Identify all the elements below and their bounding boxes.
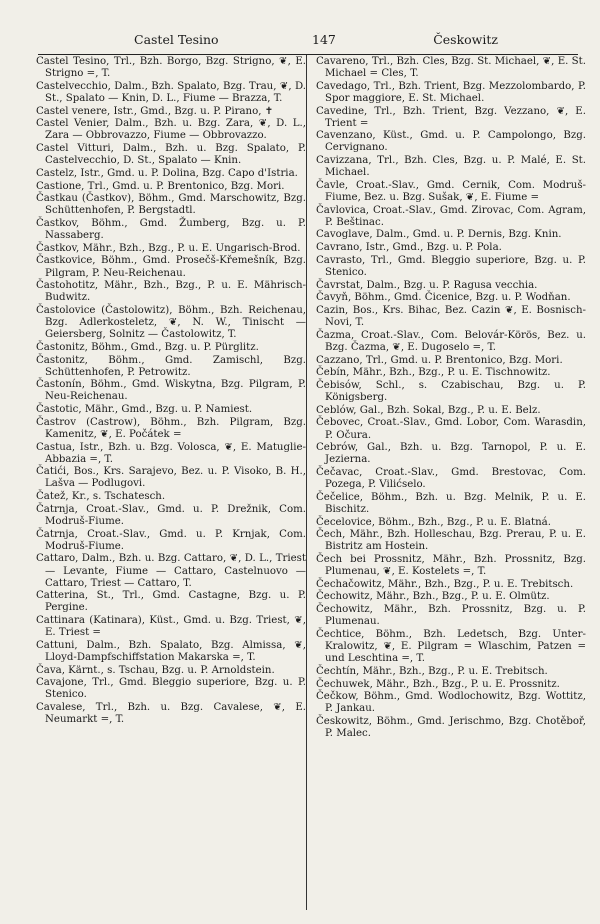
directory-entry: Cavareno, Trl., Bzh. Cles, Bzg. St. Michael, ❦, E. St. Michael = Cles, T.	[316, 56, 586, 80]
directory-entry: Cavedago, Trl., Bzh. Trient, Bzg. Mezzolombardo, P. Spor maggiore, E. St. Michael.	[316, 80, 586, 104]
directory-entry: Čatrnja, Croat.-Slav., Gmd. u. P. Drežnik, Com. Modruš-Fiume.	[36, 503, 306, 527]
directory-entry: Cattaro, Dalm., Bzh. u. Bzg. Cattaro, ❦, D. L., Triest — Levante, Fiume — Cattaro, Castelnuovo — Cattaro, Triest — Cattaro, T.	[36, 553, 306, 589]
directory-entry: Čečavac, Croat.-Slav., Gmd. Brestovac, Com. Pozega, P. Vilićselo.	[316, 466, 586, 491]
directory-entry: Čechačowitz, Mähr., Bzh., Bzg., P. u. E. Trebitsch.	[316, 578, 574, 590]
directory-entry: Častkovice, Böhm., Gmd. Prosečš-Křemešník, Bzg. Pilgram, P. Neu-Reichenau.	[36, 255, 306, 279]
directory-entry: Cavedine, Trl., Bzh. Trient, Bzg. Vezzano, ❦, E. Trient =	[316, 105, 586, 129]
directory-entry: Castelvecchio, Dalm., Bzh. Spalato, Bzg. Trau, ❦, D. St., Spalato — Knin, D. L., Fiume — Brazza, T.	[36, 80, 306, 104]
directory-entry: Čatrnja, Croat.-Slav., Gmd. u. P. Krnjak, Com. Modruš-Fiume.	[36, 528, 306, 552]
directory-entry: Čechtice, Böhm., Bzh. Ledetsch, Bzg. Unter-Kralowitz, ❦, E. Pilgram = Wlaschim, Patzen = und Leschtina =, T.	[316, 628, 586, 665]
directory-entry: Cattinara (Katinara), Küst., Gmd. u. Bzg. Triest, ❦, E. Triest =	[36, 615, 306, 639]
directory-entry: Čech bei Prossnitz, Mähr., Bzh. Prossnitz, Bzg. Plumenau, ❦, E. Kostelets =, T.	[316, 554, 586, 578]
directory-entry: Čazma, Croat.-Slav., Com. Belovár-Körös, Bez. u. Bzg. Čazma, ❦, E. Dugoselo =, T.	[316, 329, 586, 353]
directory-entry: Castel Venier, Dalm., Bzh. u. Bzg. Zara, ❦, D. L., Zara — Obbrovazzo, Fiume — Obbrovazzo.	[36, 118, 306, 142]
directory-entry: Cazin, Bos., Krs. Bihac, Bez. Cazin ❦, E. Bosnisch-Novi, T.	[316, 305, 586, 329]
directory-entry: Častrov (Castrow), Böhm., Bzh. Pilgram, Bzg. Kamenitz, ❦, E. Počátek =	[36, 416, 306, 440]
directory-entry: Čavle, Croat.-Slav., Gmd. Cernik, Com. Modruš-Fiume, Bez. u. Bzg. Sušak, ❦, E. Fiume =	[316, 179, 586, 203]
directory-entry: Čatići, Bos., Krs. Sarajevo, Bez. u. P. Visoko, B. H., Lašva — Podlugovi.	[36, 466, 306, 490]
directory-entry: Cavrasto, Trl., Gmd. Bleggio superiore, Bzg. u. P. Stenico.	[316, 254, 586, 278]
directory-entry: Čavrstat, Dalm., Bzg. u. P. Ragusa vecchia.	[316, 279, 538, 291]
header-right-keyword: Českowitz	[433, 32, 498, 47]
directory-entry: Čechowitz, Mähr., Bzh. Prossnitz, Bzg. u. P. Plumenau.	[316, 604, 586, 628]
page-number: 147	[312, 32, 336, 47]
directory-entry: Cavoglave, Dalm., Gmd. u. P. Dernis, Bzg. Knin.	[316, 229, 562, 241]
directory-entry: Čechuwek, Mähr., Bzh., Bzg., P. u. E. Prossnitz.	[316, 678, 560, 690]
directory-entry: Čebisów, Schl., s. Czabischau, Bzg. u. P. Königsberg.	[316, 379, 586, 404]
directory-entry: Cavalese, Trl., Bzh. u. Bzg. Cavalese, ❦, E. Neumarkt =, T.	[36, 702, 306, 726]
page-header	[22, 32, 578, 50]
directory-entry: Čech, Mähr., Bzh. Holleschau, Bzg. Prerau, P. u. E. Bistritz am Hostein.	[316, 529, 586, 553]
directory-entry: Čečelice, Böhm., Bzh. u. Bzg. Melnik, P. u. E. Bischitz.	[316, 491, 586, 515]
directory-entry: Čechowitz, Mähr., Bzh., Bzg., P. u. E. Olmütz.	[316, 591, 550, 603]
directory-entry: Castel Tesino, Trl., Bzh. Borgo, Bzg. Strigno, ❦, E. Strigno =, T.	[36, 56, 306, 80]
left-column	[36, 56, 306, 912]
directory-entry: Cavrano, Istr., Gmd., Bzg. u. P. Pola.	[316, 242, 502, 254]
directory-entry: Cebrów, Gal., Bzh. u. Bzg. Tarnopol, P. u. E. Jezierna.	[316, 442, 586, 466]
directory-entry: Českowitz, Böhm., Gmd. Jerischmo, Bzg. Chotěboř, P. Malec.	[316, 715, 586, 740]
directory-entry: Cattuni, Dalm., Bzh. Spalato, Bzg. Almissa, ❦, Lloyd-Dampfschiffstation Makarska =, T.	[36, 639, 306, 663]
directory-entry: Cazzano, Trl., Gmd. u. P. Brentonico, Bzg. Mori.	[316, 354, 563, 366]
header-left-keyword: Castel Tesino	[134, 32, 219, 47]
directory-entry: Castel Vitturi, Dalm., Bzh. u. Bzg. Spalato, P. Castelvecchio, D. St., Spalato — Knin.	[36, 143, 306, 167]
directory-entry: Čecelovice, Böhm., Bzh., Bzg., P. u. E. Blatná.	[316, 516, 551, 528]
directory-entry: Castel venere, Istr., Gmd., Bzg. u. P. Pirano, ✝	[36, 105, 274, 117]
directory-entry: Častkov, Böhm., Gmd. Žumberg, Bzg. u. P. Nassaberg.	[36, 217, 306, 242]
directory-entry: Cavajone, Trl., Gmd. Bleggio superiore, Bzg. u. P. Stenico.	[36, 677, 306, 701]
directory-entry: Čava, Kärnt., s. Tschau, Bzg. u. P. Arnoldstein.	[36, 664, 275, 676]
directory-entry: Čeboveс, Croat.-Slav., Gmd. Lobor, Com. Warasdin, P. Očura.	[316, 417, 586, 441]
column-divider	[306, 55, 307, 910]
directory-entry: Čavyň, Böhm., Gmd. Čicenice, Bzg. u. P. Wodňan.	[316, 292, 571, 304]
header-rule	[38, 54, 578, 55]
directory-entry: Castione, Trl., Gmd. u. P. Brentonico, Bzg. Mori.	[36, 180, 285, 192]
directory-entry: Čechtín, Mähr., Bzh., Bzg., P. u. E. Trebitsch.	[316, 665, 548, 677]
directory-entry: Čebín, Mähr., Bzh., Bzg., P. u. E. Tischnowitz.	[316, 367, 551, 379]
directory-entry: Ceblów, Gal., Bzh. Sokal, Bzg., P. u. E. Belz.	[316, 404, 541, 416]
directory-entry: Častonitz, Böhm., Gmd., Bzg. u. P. Pürglitz.	[36, 341, 259, 353]
directory-entry: Castelz, Istr., Gmd. u. P. Dolina, Bzg. Capo d'Istria.	[36, 167, 298, 179]
directory-entry: Cavizzana, Trl., Bzh. Cles, Bzg. u. P. Malé, E. St. Michael.	[316, 155, 586, 179]
directory-entry: Častkov, Mähr., Bzh., Bzg., P. u. E. Ungarisch-Brod.	[36, 242, 301, 254]
directory-entry: Častolovice (Častolowitz), Böhm., Bzh. Reichenau, Bzg. Adlerkosteletz, ❦, N. W., Tinischt — Geiersberg, Solnitz — Častolowitz, T.	[36, 305, 306, 341]
directory-entry: Častotic, Mähr., Gmd., Bzg. u. P. Namiest.	[36, 404, 253, 416]
directory-entry: Častonín, Böhm., Gmd. Wiskytna, Bzg. Pilgram, P. Neu-Reichenau.	[36, 379, 306, 403]
directory-entry: Castua, Istr., Bzh. u. Bzg. Volosca, ❦, E. Matuglie-Abbazia =, T.	[36, 441, 306, 465]
directory-entry: Čečkow, Böhm., Gmd. Wodlochowitz, Bzg. Wottitz, P. Jankau.	[316, 691, 586, 715]
directory-entry: Častohotitz, Mähr., Bzh., Bzg., P. u. E. Mährisch-Budwitz.	[36, 280, 306, 304]
directory-entry: Častkau (Častkov), Böhm., Gmd. Marschowitz, Bzg. Schüttenhofen, P. Bergstadtl.	[36, 193, 306, 217]
directory-entry: Cavenzano, Küst., Gmd. u. P. Campolongo, Bzg. Cervignano.	[316, 130, 586, 154]
directory-entry: Častonitz, Böhm., Gmd. Zamischl, Bzg. Schüttenhofen, P. Petrowitz.	[36, 354, 306, 378]
directory-entry: Čavlovica, Croat.-Slav., Gmd. Zirovac, Com. Agram, P. Beštinac.	[316, 204, 586, 228]
right-column	[316, 56, 586, 912]
directory-entry: Catterina, St., Trl., Gmd. Castagne, Bzg. u. P. Pergine.	[36, 590, 306, 614]
directory-entry: Čatež, Kr., s. Tschatesch.	[36, 491, 166, 503]
